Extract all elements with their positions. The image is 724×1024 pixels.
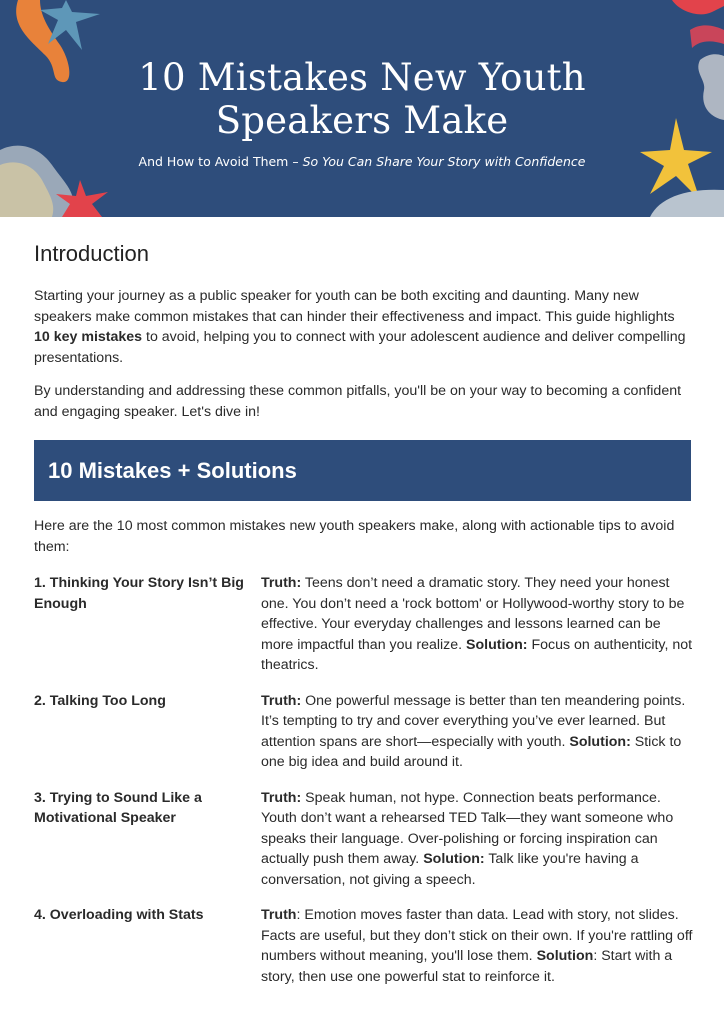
mistake-row [34,905,694,987]
intro-p1-after: to avoid, helping you to connect with your adolescent audience and deliver compelling presentations. [34,329,686,366]
intro-p1-before: Starting your journey as a public speaker for youth can be both exciting and daunting. Many new speakers make common mistakes that can hinder their effectiveness and impact. This guide highlights [34,288,675,325]
page-subtitle [0,154,724,169]
subtitle-italic: So You Can Share Your Story with Confidence [302,154,586,169]
mistake-title: 4. Overloading with Stats [34,907,204,923]
mistake-description [261,573,693,676]
truth-label: Truth: [261,692,302,709]
section-heading: 10 Mistakes + Solutions [48,457,297,483]
page-title [0,56,724,142]
blue-star-shape [40,0,100,50]
subtitle-plain: And How to Avoid Them – [138,154,303,169]
mistake-title: 2. Talking Too Long [34,692,166,709]
solution-label: Solution: [569,733,631,750]
truth-text: Speak human, not hype. Connection beats performance. Youth don’t want a rehearsed TED Talk—they want someone who speaks their language. Over-polishing or forcing inspiration can actually push them away. [261,789,674,867]
solution-label: Solution [536,948,594,964]
solution-label: Solution: [466,636,528,653]
solution-text: Stick to one big idea and build around it. [261,733,682,770]
truth-label: Truth [261,907,297,923]
intro-p1-bold: 10 key mistakes [34,329,143,345]
mistake-row [34,788,694,891]
truth-label: Truth: [261,575,302,591]
solution-text: Talk like you're having a conversation, not giving a speech. [261,851,639,888]
document-body [34,240,694,987]
mistake-description [261,691,693,773]
mistake-description [261,788,693,891]
mistake-title: 1. Thinking Your Story Isn’t Big Enough [34,575,244,612]
intro-heading: Introduction [34,241,149,266]
section-banner [34,440,691,501]
truth-text: One powerful message is better than ten meandering points. It’s tempting to try and cover everything you’ve ever learned. But attention spans are short—especially with youth. [261,692,686,750]
intro-paragraph-2: By understanding and addressing these common pitfalls, you'll be on your way to becoming a confident and engaging speaker. Let's dive in! [34,383,682,420]
title-line-1: 10 Mistakes New Youth [138,56,586,99]
mistakes-list [34,573,694,987]
solution-label: Solution: [423,851,485,867]
solution-text: Focus on authenticity, not theatrics. [261,636,693,673]
truth-label: Truth: [261,789,302,806]
mistake-description [261,905,693,987]
intro-paragraph-1 [34,286,694,368]
solution-text: : Start with a story, then use one powerful stat to reinforce it. [261,948,673,985]
truth-text: Teens don’t need a dramatic story. They need your honest one. You don’t need a 'rock bottom' or Hollywood-worthy story to be effective. Your everyday challenges and lessons learned can be more impactful than you realize. [261,575,685,653]
pink-squiggle-shape [690,25,724,48]
mistake-row [34,573,694,676]
red-squiggle-shape [672,0,724,14]
mistake-title: 3. Trying to Sound Like a Motivational Speaker [34,789,202,826]
section-lead: Here are the 10 most common mistakes new youth speakers make, along with actionable tips to avoid them: [34,518,675,555]
title-line-2: Speakers Make [215,99,509,142]
pale-rock-shape [650,190,724,217]
truth-text: : Emotion moves faster than data. Lead with story, not slides. Facts are useful, but they don’t stick on their own. If you're rattling off numbers without meaning, you'll lose them. [261,907,693,964]
mistake-row [34,691,694,773]
header-banner [0,0,724,217]
